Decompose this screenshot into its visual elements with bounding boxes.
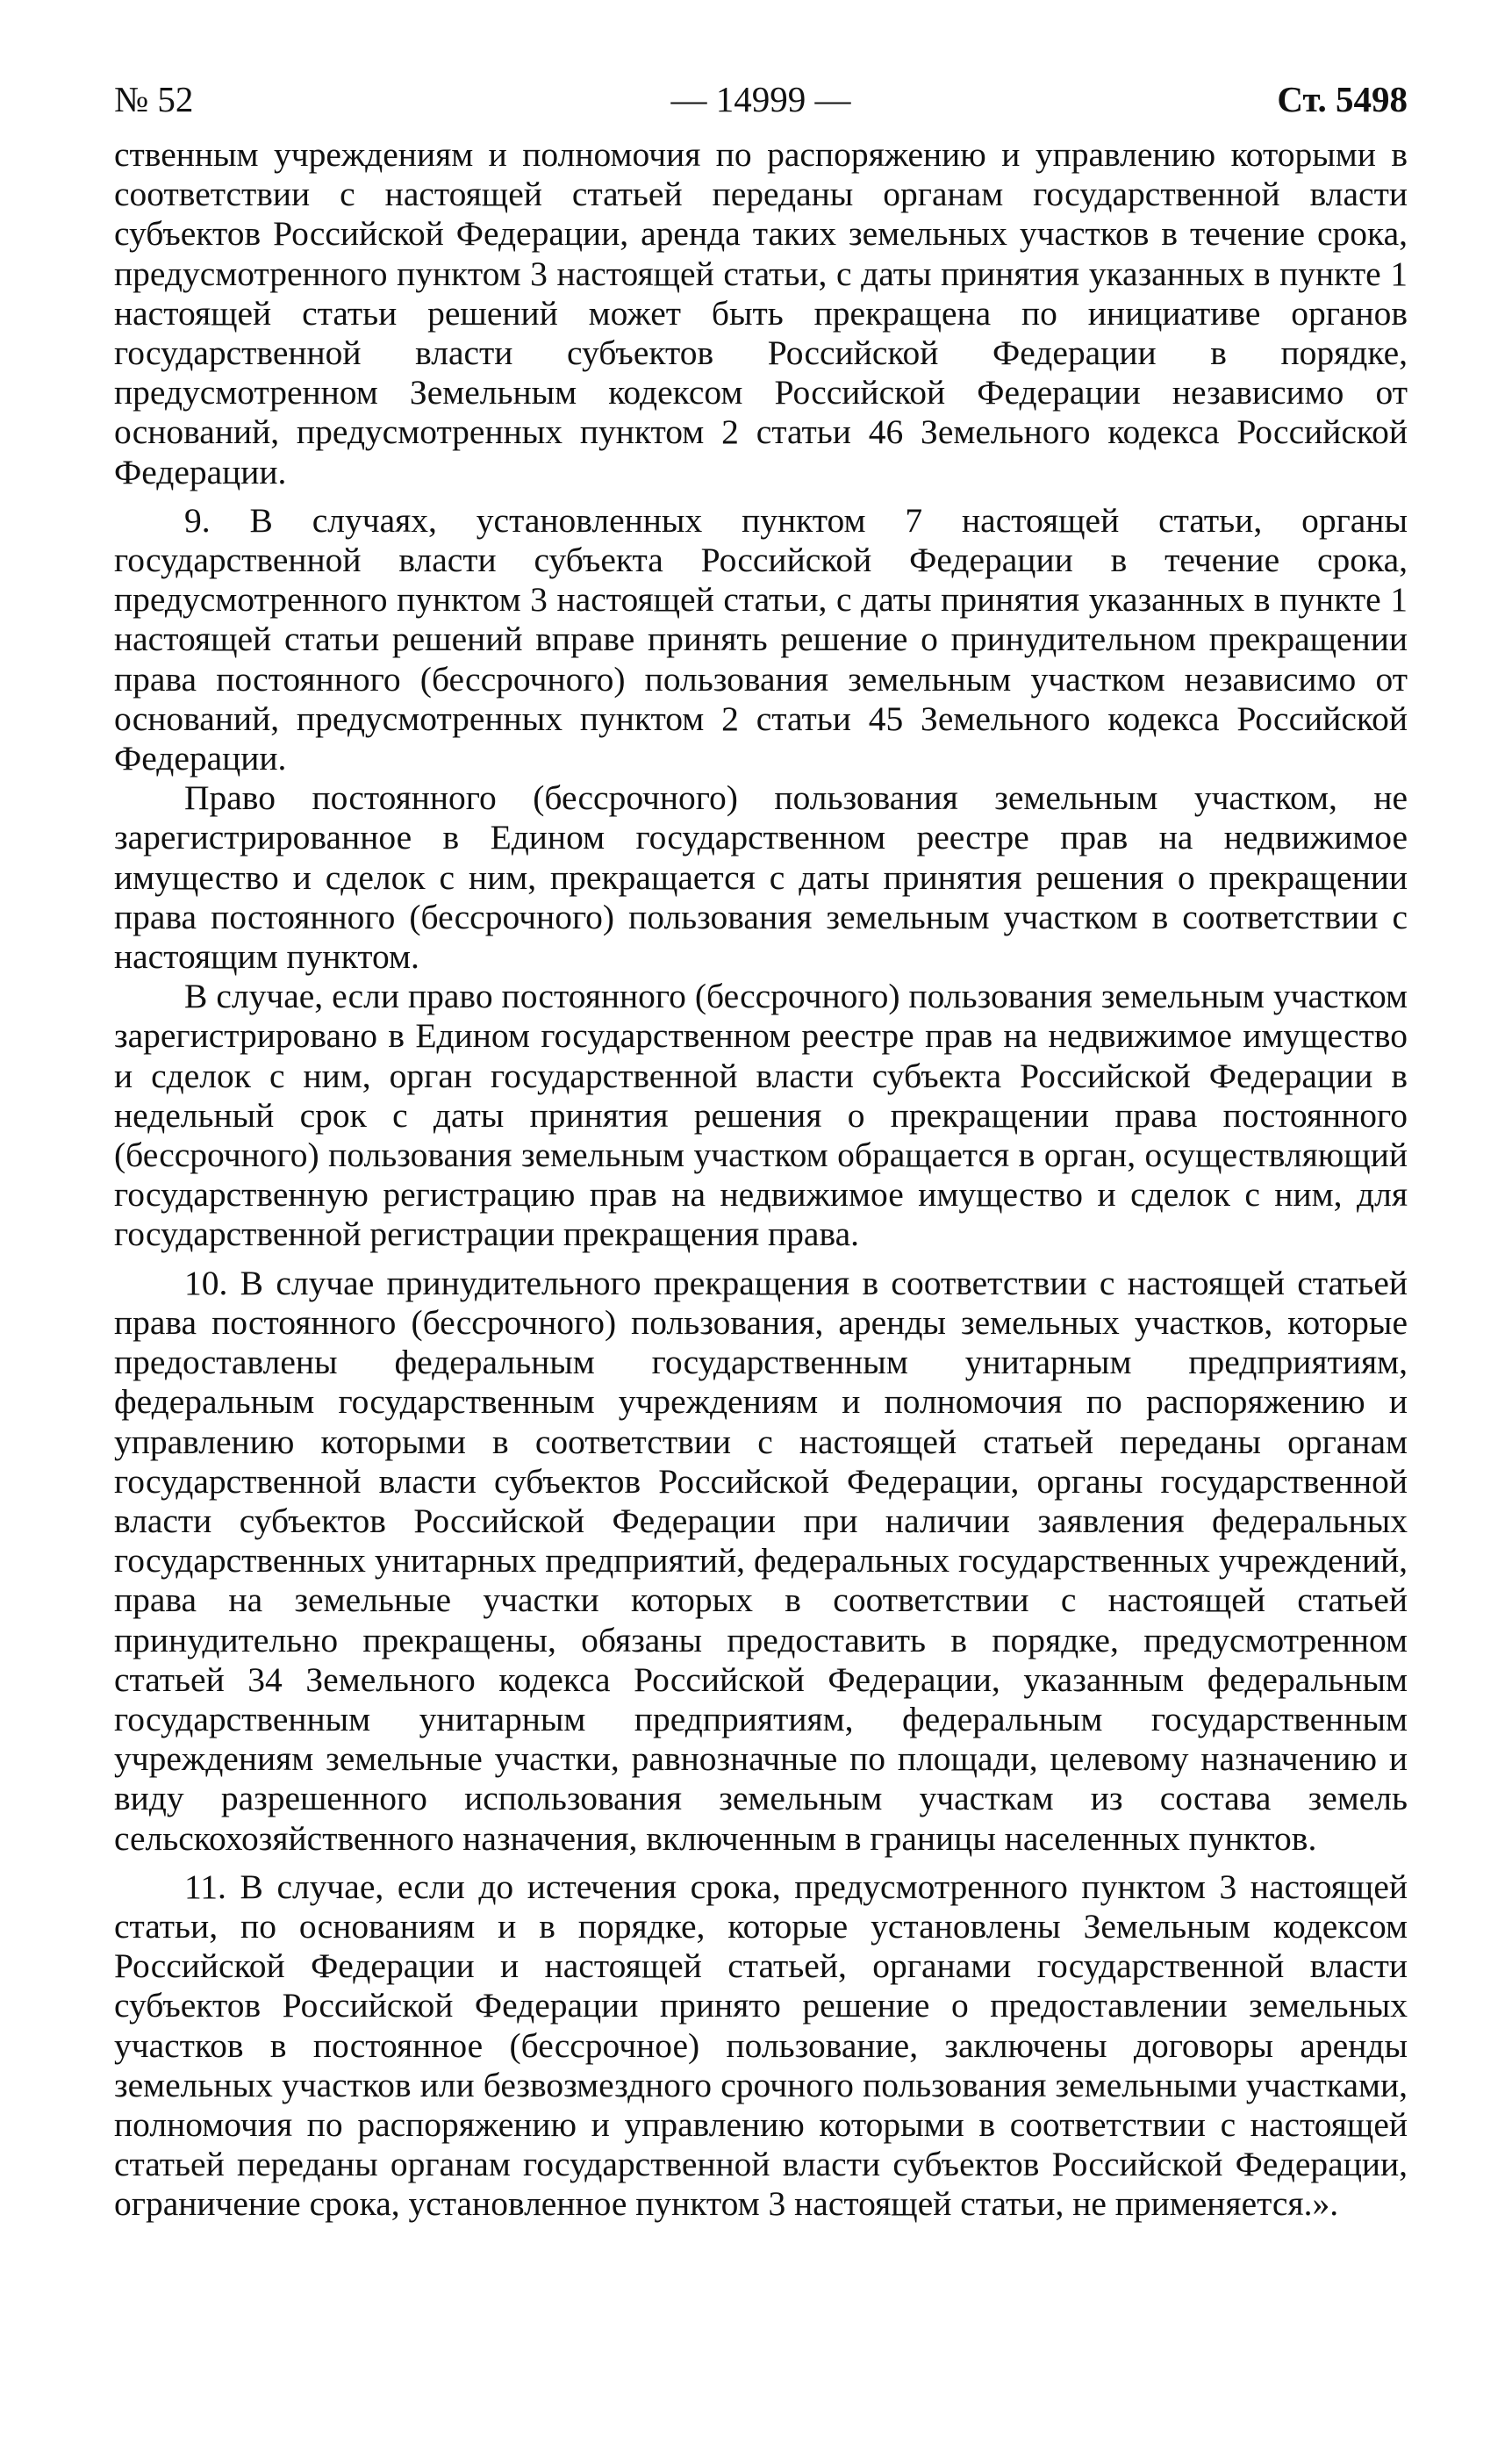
paragraph-continuation: ственным учреждениям и полномочия по распоряжению и управлению которыми в соответствии с настоящей статьей переданы органам государственной власти субъектов Российской Федерации, аренда таких земельных участков в течение срока, предусмотренного пунктом 3 настоящей статьи, с даты принятия указанных в пункте 1 настоящей статьи решений может быть прекращена по инициативе органов государственной власти субъектов Российской Федерации в порядке, предусмотренном Земельным кодексом Российской Федерации независимо от оснований, предусмотренных пунктом 2 статьи 46 Земельного кодекса Российской Федерации. <box>114 135 1408 491</box>
document-body <box>114 135 1408 2225</box>
document-page <box>114 72 1408 2406</box>
article-number: Ст. 5498 <box>1277 79 1408 119</box>
paragraph-clause-9-part-2: Право постоянного (бессрочного) пользования земельным участком, не зарегистрированное в Едином государственном реестре прав на недвижимое имущество и сделок с ним, прекращается с даты принятия решения о прекращении права постоянного (бессрочного) пользования земельным участком в соответствии с настоящим пунктом. <box>114 778 1408 977</box>
paragraph-clause-11: 11. В случае, если до истечения срока, предусмотренного пунктом 3 настоящей статьи, по основаниям и в порядке, которые установлены Земельным кодексом Российской Федерации и настоящей статьей, органами государственной власти субъектов Российской Федерации принято решение о предоставлении земельных участков в постоянное (бессрочное) пользование, заключены договоры аренды земельных участков или безвозмездного срочного пользования земельными участками, полномочия по распоряжению и управлению которыми в соответствии с настоящей статьей переданы органам государственной власти субъектов Российской Федерации, ограничение срока, установленное пунктом 3 настоящей статьи, не применяется.». <box>114 1867 1408 2224</box>
page-number: — 14999 — <box>670 79 851 119</box>
page-header <box>114 72 1408 126</box>
paragraph-clause-10: 10. В случае принудительного прекращения в соответствии с настоящей статьей права постоянного (бессрочного) пользования, аренды земельных участков, которые предоставлены федеральным государственным унитарным предприятиям, федеральным государственным учреждениям и полномочия по распоряжению и управлению которыми в соответствии с настоящей статьей переданы органам государственной власти субъектов Российской Федерации, органы государственной власти субъектов Российской Федерации при наличии заявления федеральных государственных унитарных предприятий, федеральных государственных учреждений, права на земельные участки которых в соответствии с настоящей статьей принудительно прекращены, обязаны предоставить в порядке, предусмотренном статьей 34 Земельного кодекса Российской Федерации, указанным федеральным государственным унитарным предприятиям, федеральным государственным учреждениям земельные участки, равнозначные по площади, целевому назначению и виду разрешенного использования земельным участкам из состава земель сельскохозяйственного назначения, включенным в границы населенных пунктов. <box>114 1263 1408 1858</box>
paragraph-clause-9: 9. В случаях, установленных пунктом 7 настоящей статьи, органы государственной власти субъекта Российской Федерации в течение срока, предусмотренного пунктом 3 настоящей статьи, с даты принятия указанных в пункте 1 настоящей статьи решений вправе принять решение о принудительном прекращении права постоянного (бессрочного) пользования земельным участком независимо от оснований, предусмотренных пунктом 2 статьи 45 Земельного кодекса Российской Федерации. <box>114 500 1408 778</box>
issue-number: № 52 <box>114 79 194 119</box>
paragraph-clause-9-part-3: В случае, если право постоянного (бессрочного) пользования земельным участком зарегистрировано в Едином государственном реестре прав на недвижимое имущество и сделок с ним, орган государственной власти субъекта Российской Федерации в недельный срок с даты принятия решения о прекращении права постоянного (бессрочного) пользования земельным участком обращается в орган, осуществляющий государственную регистрацию прав на недвижимое имущество и сделок с ним, для государственной регистрации прекращения права. <box>114 977 1408 1254</box>
